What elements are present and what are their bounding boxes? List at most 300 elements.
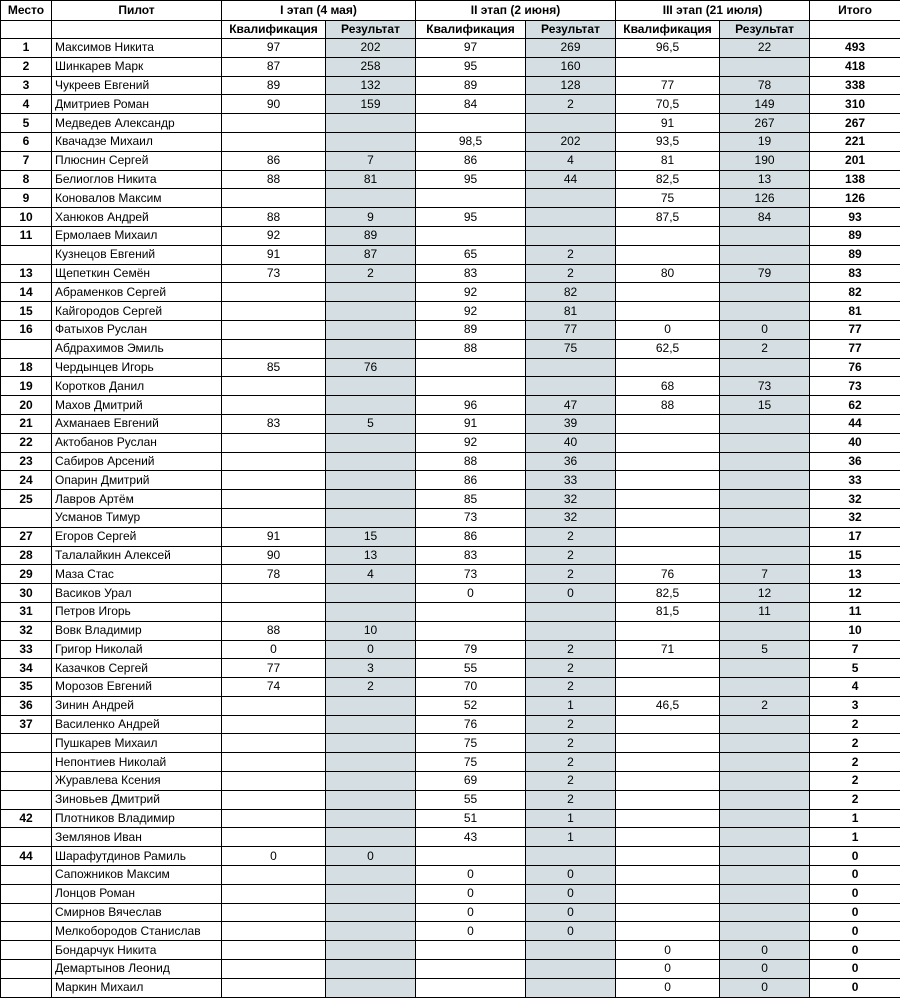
stage-2-result-cell: 77 — [526, 320, 616, 339]
stage-2-result-cell: 2 — [526, 715, 616, 734]
stage-2-qual-cell: 79 — [416, 640, 526, 659]
total-cell: 2 — [810, 790, 900, 809]
total-cell: 221 — [810, 132, 900, 151]
stage-3-result-cell: 267 — [720, 114, 810, 133]
pilot-name-cell: Григор Николай — [52, 640, 222, 659]
header-stage-1-result: Результат — [326, 21, 416, 39]
table-row — [1, 734, 900, 753]
total-cell: 0 — [810, 941, 900, 960]
header-stage-3-result: Результат — [720, 21, 810, 39]
stage-3-result-cell — [720, 715, 810, 734]
table-row — [1, 490, 900, 509]
stage-2-result-cell: 81 — [526, 302, 616, 321]
stage-2-result-cell: 2 — [526, 245, 616, 264]
total-cell: 2 — [810, 734, 900, 753]
stage-2-qual-cell: 95 — [416, 57, 526, 76]
stage-1-result-cell — [326, 772, 416, 791]
stage-1-qual-cell — [222, 696, 326, 715]
stage-2-result-cell: 269 — [526, 39, 616, 58]
header-stage-2-qual: Квалификация — [416, 21, 526, 39]
stage-3-result-cell — [720, 772, 810, 791]
stage-3-qual-cell — [616, 884, 720, 903]
stage-3-result-cell — [720, 57, 810, 76]
stage-3-qual-cell — [616, 527, 720, 546]
stage-1-qual-cell: 88 — [222, 621, 326, 640]
stage-1-result-cell: 0 — [326, 640, 416, 659]
total-cell: 32 — [810, 508, 900, 527]
stage-2-qual-cell: 84 — [416, 95, 526, 114]
stage-3-result-cell: 149 — [720, 95, 810, 114]
stage-3-qual-cell — [616, 490, 720, 509]
stage-2-qual-cell: 92 — [416, 433, 526, 452]
place-cell: 21 — [1, 414, 52, 433]
pilot-name-cell: Шарафутдинов Рамиль — [52, 847, 222, 866]
place-cell: 25 — [1, 490, 52, 509]
stage-1-result-cell: 4 — [326, 565, 416, 584]
stage-3-result-cell — [720, 245, 810, 264]
stage-2-qual-cell — [416, 226, 526, 245]
pilot-name-cell: Ахманаев Евгений — [52, 414, 222, 433]
stage-2-qual-cell: 0 — [416, 584, 526, 603]
stage-2-qual-cell: 75 — [416, 753, 526, 772]
stage-1-result-cell — [326, 339, 416, 358]
stage-3-result-cell: 13 — [720, 170, 810, 189]
stage-3-qual-cell — [616, 734, 720, 753]
stage-3-result-cell — [720, 903, 810, 922]
stage-1-result-cell — [326, 471, 416, 490]
stage-3-qual-cell: 87,5 — [616, 208, 720, 227]
stage-2-result-cell: 2 — [526, 659, 616, 678]
table-row — [1, 772, 900, 791]
stage-3-result-cell: 0 — [720, 941, 810, 960]
total-cell: 0 — [810, 922, 900, 941]
pilot-name-cell: Василенко Андрей — [52, 715, 222, 734]
total-cell: 77 — [810, 320, 900, 339]
stage-2-qual-cell — [416, 941, 526, 960]
header-empty — [52, 21, 222, 39]
table-row — [1, 245, 900, 264]
table-row — [1, 828, 900, 847]
pilot-name-cell: Лавров Артём — [52, 490, 222, 509]
stage-2-result-cell: 32 — [526, 490, 616, 509]
stage-1-result-cell — [326, 753, 416, 772]
pilot-name-cell: Чердынцев Игорь — [52, 358, 222, 377]
stage-1-qual-cell — [222, 584, 326, 603]
table-row — [1, 132, 900, 151]
total-cell: 1 — [810, 828, 900, 847]
stage-3-result-cell — [720, 302, 810, 321]
total-cell: 36 — [810, 452, 900, 471]
stage-2-result-cell — [526, 602, 616, 621]
stage-3-qual-cell — [616, 452, 720, 471]
table-row — [1, 151, 900, 170]
stage-3-qual-cell: 81,5 — [616, 602, 720, 621]
stage-2-result-cell: 128 — [526, 76, 616, 95]
pilot-name-cell: Ермолаев Михаил — [52, 226, 222, 245]
stage-1-qual-cell: 0 — [222, 640, 326, 659]
stage-1-result-cell — [326, 283, 416, 302]
header-stage-1-qual: Квалификация — [222, 21, 326, 39]
stage-1-result-cell — [326, 978, 416, 997]
stage-1-qual-cell — [222, 320, 326, 339]
stage-2-qual-cell — [416, 377, 526, 396]
stage-3-result-cell: 79 — [720, 264, 810, 283]
table-row — [1, 640, 900, 659]
stage-3-qual-cell — [616, 358, 720, 377]
stage-1-result-cell — [326, 320, 416, 339]
stage-2-result-cell: 0 — [526, 922, 616, 941]
stage-2-qual-cell: 95 — [416, 208, 526, 227]
table-body — [1, 39, 900, 998]
table-row — [1, 847, 900, 866]
total-cell: 310 — [810, 95, 900, 114]
stage-3-result-cell — [720, 358, 810, 377]
stage-1-result-cell — [326, 584, 416, 603]
pilot-name-cell: Квачадзе Михаил — [52, 132, 222, 151]
stage-1-qual-cell — [222, 471, 326, 490]
stage-1-qual-cell — [222, 508, 326, 527]
stage-1-result-cell — [326, 734, 416, 753]
pilot-name-cell: Махов Дмитрий — [52, 396, 222, 415]
place-cell: 16 — [1, 320, 52, 339]
stage-2-result-cell — [526, 114, 616, 133]
place-cell: 10 — [1, 208, 52, 227]
stage-2-result-cell — [526, 208, 616, 227]
stage-1-result-cell: 159 — [326, 95, 416, 114]
stage-2-qual-cell: 52 — [416, 696, 526, 715]
stage-1-qual-cell — [222, 602, 326, 621]
stage-3-qual-cell: 77 — [616, 76, 720, 95]
stage-2-qual-cell: 0 — [416, 884, 526, 903]
place-cell — [1, 245, 52, 264]
stage-3-qual-cell: 70,5 — [616, 95, 720, 114]
stage-3-qual-cell — [616, 659, 720, 678]
pilot-name-cell: Дмитриев Роман — [52, 95, 222, 114]
stage-2-result-cell: 32 — [526, 508, 616, 527]
pilot-name-cell: Опарин Дмитрий — [52, 471, 222, 490]
stage-3-qual-cell — [616, 715, 720, 734]
pilot-name-cell: Кузнецов Евгений — [52, 245, 222, 264]
stage-2-result-cell — [526, 358, 616, 377]
table-row — [1, 377, 900, 396]
total-cell: 77 — [810, 339, 900, 358]
pilot-name-cell: Медведев Александр — [52, 114, 222, 133]
pilot-name-cell: Смирнов Вячеслав — [52, 903, 222, 922]
place-cell — [1, 884, 52, 903]
stage-1-result-cell — [326, 508, 416, 527]
stage-3-qual-cell: 88 — [616, 396, 720, 415]
stage-2-result-cell: 0 — [526, 884, 616, 903]
stage-2-result-cell: 2 — [526, 527, 616, 546]
header-stage-2: II этап (2 июня) — [416, 1, 616, 21]
place-cell: 2 — [1, 57, 52, 76]
stage-1-result-cell — [326, 960, 416, 979]
place-cell: 34 — [1, 659, 52, 678]
stage-3-qual-cell — [616, 809, 720, 828]
stage-2-result-cell: 2 — [526, 264, 616, 283]
stage-2-qual-cell: 89 — [416, 76, 526, 95]
stage-2-result-cell: 0 — [526, 903, 616, 922]
stage-2-qual-cell: 88 — [416, 339, 526, 358]
stage-1-qual-cell: 97 — [222, 39, 326, 58]
stage-3-result-cell — [720, 866, 810, 885]
stage-2-qual-cell: 0 — [416, 903, 526, 922]
stage-3-result-cell — [720, 546, 810, 565]
stage-2-result-cell — [526, 621, 616, 640]
stage-1-result-cell: 15 — [326, 527, 416, 546]
stage-3-result-cell — [720, 527, 810, 546]
place-cell: 33 — [1, 640, 52, 659]
stage-1-result-cell: 10 — [326, 621, 416, 640]
stage-1-result-cell — [326, 696, 416, 715]
stage-2-qual-cell: 55 — [416, 790, 526, 809]
pilot-name-cell: Ханюков Андрей — [52, 208, 222, 227]
pilot-name-cell: Шинкарев Марк — [52, 57, 222, 76]
stage-1-result-cell: 81 — [326, 170, 416, 189]
table-row — [1, 302, 900, 321]
stage-3-result-cell: 0 — [720, 978, 810, 997]
pilot-name-cell: Коновалов Максим — [52, 189, 222, 208]
stage-3-result-cell — [720, 847, 810, 866]
stage-3-qual-cell — [616, 678, 720, 697]
stage-1-result-cell — [326, 452, 416, 471]
place-cell: 18 — [1, 358, 52, 377]
stage-1-result-cell: 2 — [326, 678, 416, 697]
table-row — [1, 602, 900, 621]
stage-3-result-cell — [720, 734, 810, 753]
place-cell — [1, 790, 52, 809]
stage-3-qual-cell: 80 — [616, 264, 720, 283]
stage-3-qual-cell — [616, 790, 720, 809]
stage-1-result-cell — [326, 715, 416, 734]
stage-1-result-cell — [326, 809, 416, 828]
place-cell — [1, 339, 52, 358]
stage-2-qual-cell: 51 — [416, 809, 526, 828]
table-row — [1, 884, 900, 903]
total-cell: 93 — [810, 208, 900, 227]
table-row — [1, 659, 900, 678]
stage-3-result-cell — [720, 283, 810, 302]
total-cell: 338 — [810, 76, 900, 95]
stage-2-result-cell: 36 — [526, 452, 616, 471]
stage-3-qual-cell — [616, 226, 720, 245]
stage-2-qual-cell: 83 — [416, 264, 526, 283]
stage-3-result-cell: 78 — [720, 76, 810, 95]
pilot-name-cell: Непонтиев Николай — [52, 753, 222, 772]
stage-1-result-cell: 202 — [326, 39, 416, 58]
stage-1-result-cell — [326, 828, 416, 847]
total-cell: 0 — [810, 960, 900, 979]
stage-3-qual-cell — [616, 903, 720, 922]
total-cell: 1 — [810, 809, 900, 828]
table-row — [1, 978, 900, 997]
total-cell: 0 — [810, 847, 900, 866]
stage-2-result-cell: 82 — [526, 283, 616, 302]
stage-1-result-cell: 7 — [326, 151, 416, 170]
stage-1-qual-cell — [222, 734, 326, 753]
place-cell: 14 — [1, 283, 52, 302]
stage-3-qual-cell: 75 — [616, 189, 720, 208]
place-cell: 15 — [1, 302, 52, 321]
stage-2-result-cell: 4 — [526, 151, 616, 170]
stage-3-qual-cell — [616, 508, 720, 527]
header-stage-1: I этап (4 мая) — [222, 1, 416, 21]
total-cell: 33 — [810, 471, 900, 490]
header-row-stages — [1, 1, 900, 21]
pilot-name-cell: Мелкобородов Станислав — [52, 922, 222, 941]
stage-1-qual-cell — [222, 339, 326, 358]
stage-2-result-cell: 2 — [526, 734, 616, 753]
table-row — [1, 809, 900, 828]
place-cell: 32 — [1, 621, 52, 640]
stage-1-qual-cell — [222, 396, 326, 415]
table-row — [1, 790, 900, 809]
stage-1-qual-cell — [222, 884, 326, 903]
total-cell: 126 — [810, 189, 900, 208]
stage-3-result-cell — [720, 621, 810, 640]
total-cell: 138 — [810, 170, 900, 189]
total-cell: 201 — [810, 151, 900, 170]
stage-1-result-cell — [326, 132, 416, 151]
stage-1-result-cell — [326, 114, 416, 133]
total-cell: 2 — [810, 715, 900, 734]
stage-3-qual-cell: 82,5 — [616, 584, 720, 603]
stage-1-qual-cell — [222, 941, 326, 960]
total-cell: 81 — [810, 302, 900, 321]
stage-3-result-cell: 2 — [720, 696, 810, 715]
table-row — [1, 264, 900, 283]
table-row — [1, 189, 900, 208]
stage-1-result-cell — [326, 903, 416, 922]
stage-3-result-cell — [720, 790, 810, 809]
stage-3-result-cell — [720, 828, 810, 847]
stage-1-qual-cell: 83 — [222, 414, 326, 433]
total-cell: 89 — [810, 226, 900, 245]
pilot-name-cell: Демартынов Леонид — [52, 960, 222, 979]
total-cell: 2 — [810, 753, 900, 772]
table-row — [1, 471, 900, 490]
stage-3-result-cell: 126 — [720, 189, 810, 208]
total-cell: 83 — [810, 264, 900, 283]
header-total: Итого — [810, 1, 900, 21]
pilot-name-cell: Зиновьев Дмитрий — [52, 790, 222, 809]
pilot-name-cell: Морозов Евгений — [52, 678, 222, 697]
stage-3-result-cell: 5 — [720, 640, 810, 659]
stage-1-result-cell: 89 — [326, 226, 416, 245]
pilot-name-cell: Талалайкин Алексей — [52, 546, 222, 565]
stage-2-qual-cell: 86 — [416, 151, 526, 170]
stage-1-qual-cell — [222, 189, 326, 208]
stage-2-result-cell — [526, 978, 616, 997]
place-cell: 8 — [1, 170, 52, 189]
stage-3-qual-cell — [616, 302, 720, 321]
stage-1-qual-cell — [222, 132, 326, 151]
total-cell: 4 — [810, 678, 900, 697]
stage-2-qual-cell: 96 — [416, 396, 526, 415]
table-row — [1, 508, 900, 527]
stage-1-qual-cell — [222, 452, 326, 471]
stage-3-result-cell — [720, 471, 810, 490]
stage-3-qual-cell: 76 — [616, 565, 720, 584]
stage-1-qual-cell — [222, 903, 326, 922]
stage-2-qual-cell — [416, 621, 526, 640]
stage-3-result-cell: 190 — [720, 151, 810, 170]
pilot-name-cell: Актобанов Руслан — [52, 433, 222, 452]
total-cell: 15 — [810, 546, 900, 565]
total-cell: 11 — [810, 602, 900, 621]
stage-3-qual-cell: 0 — [616, 320, 720, 339]
table-row — [1, 39, 900, 58]
stage-1-result-cell — [326, 790, 416, 809]
pilot-name-cell: Сабиров Арсений — [52, 452, 222, 471]
stage-1-result-cell — [326, 396, 416, 415]
stage-1-qual-cell: 90 — [222, 546, 326, 565]
pilot-name-cell: Усманов Тимур — [52, 508, 222, 527]
place-cell — [1, 828, 52, 847]
total-cell: 82 — [810, 283, 900, 302]
stage-1-qual-cell: 91 — [222, 527, 326, 546]
stage-1-result-cell: 132 — [326, 76, 416, 95]
total-cell: 5 — [810, 659, 900, 678]
stage-2-qual-cell: 92 — [416, 283, 526, 302]
pilot-name-cell: Плотников Владимир — [52, 809, 222, 828]
stage-3-qual-cell — [616, 866, 720, 885]
stage-1-result-cell — [326, 377, 416, 396]
stage-1-result-cell: 9 — [326, 208, 416, 227]
total-cell: 267 — [810, 114, 900, 133]
pilot-name-cell: Землянов Иван — [52, 828, 222, 847]
total-cell: 418 — [810, 57, 900, 76]
place-cell: 13 — [1, 264, 52, 283]
stage-1-qual-cell — [222, 772, 326, 791]
stage-3-result-cell: 11 — [720, 602, 810, 621]
pilot-name-cell: Егоров Сергей — [52, 527, 222, 546]
total-cell: 0 — [810, 903, 900, 922]
stage-3-result-cell — [720, 490, 810, 509]
place-cell: 37 — [1, 715, 52, 734]
stage-2-result-cell: 39 — [526, 414, 616, 433]
stage-1-result-cell — [326, 433, 416, 452]
place-cell: 4 — [1, 95, 52, 114]
pilot-name-cell: Петров Игорь — [52, 602, 222, 621]
stage-2-result-cell: 33 — [526, 471, 616, 490]
stage-3-result-cell — [720, 922, 810, 941]
stage-2-qual-cell: 92 — [416, 302, 526, 321]
stage-2-qual-cell: 55 — [416, 659, 526, 678]
table-row — [1, 584, 900, 603]
stage-1-qual-cell: 0 — [222, 847, 326, 866]
stage-3-qual-cell — [616, 414, 720, 433]
table-row — [1, 621, 900, 640]
place-cell: 3 — [1, 76, 52, 95]
table-row — [1, 546, 900, 565]
stage-3-result-cell — [720, 678, 810, 697]
stage-1-result-cell — [326, 922, 416, 941]
pilot-name-cell: Плюснин Сергей — [52, 151, 222, 170]
pilot-name-cell: Коротков Данил — [52, 377, 222, 396]
stage-1-qual-cell: 78 — [222, 565, 326, 584]
total-cell: 0 — [810, 866, 900, 885]
stage-1-qual-cell — [222, 978, 326, 997]
stage-1-qual-cell: 91 — [222, 245, 326, 264]
stage-1-result-cell — [326, 941, 416, 960]
table-row — [1, 57, 900, 76]
place-cell: 35 — [1, 678, 52, 697]
stage-2-qual-cell: 73 — [416, 508, 526, 527]
stage-3-result-cell — [720, 884, 810, 903]
place-cell: 36 — [1, 696, 52, 715]
place-cell — [1, 753, 52, 772]
